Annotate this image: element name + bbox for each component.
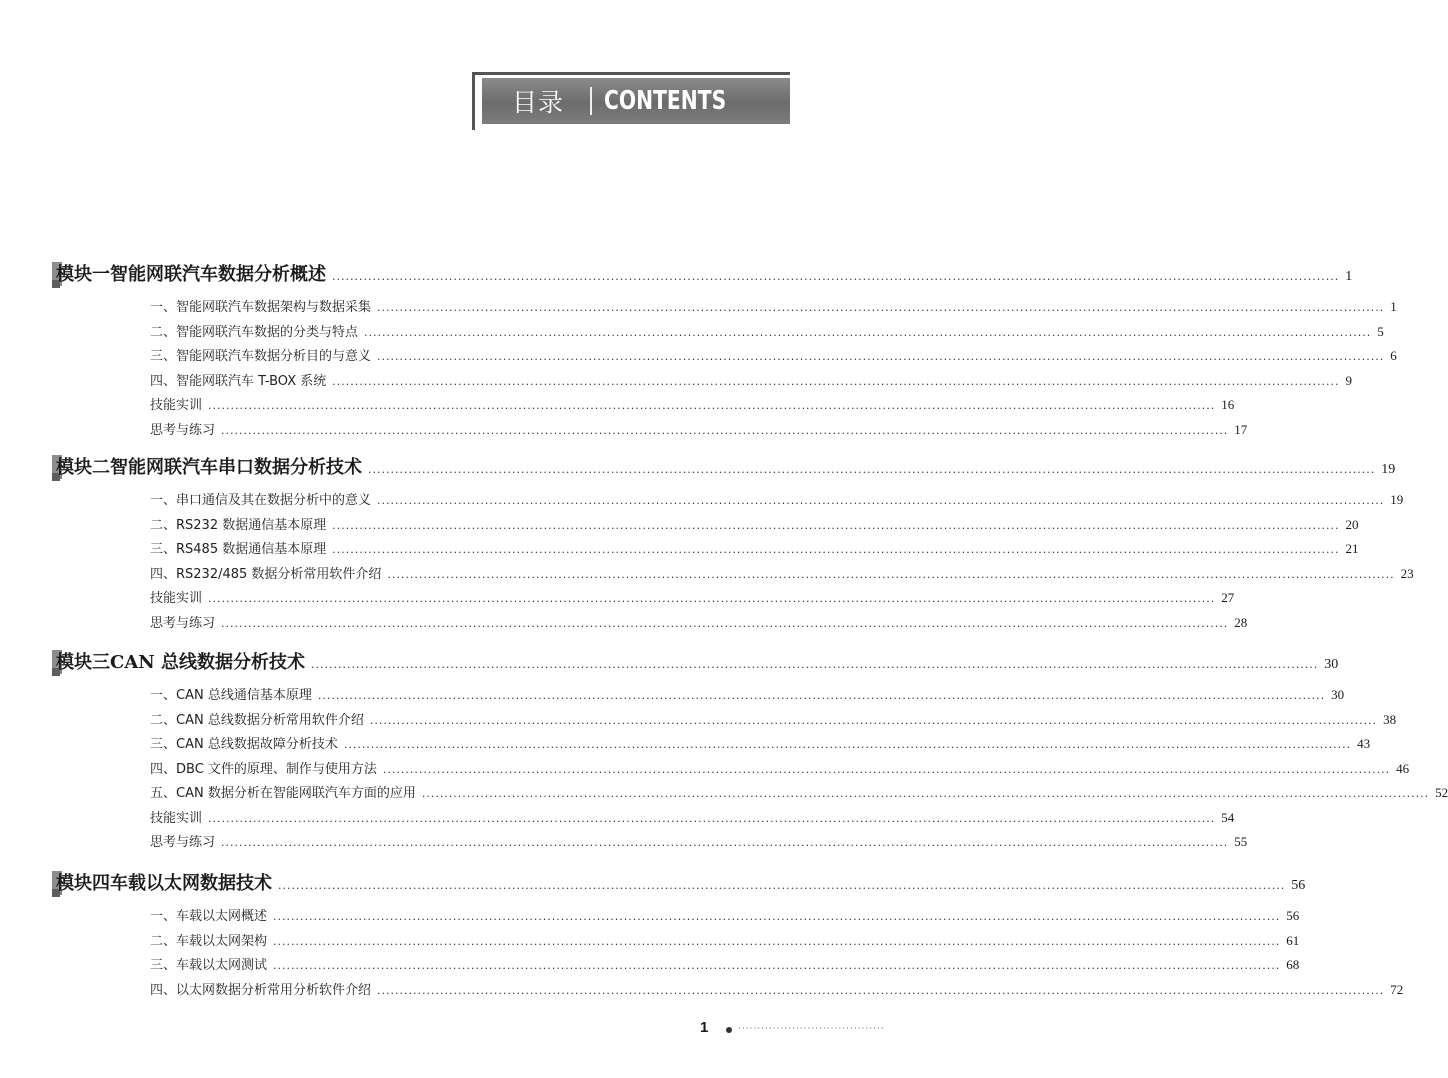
header-banner [482, 78, 790, 124]
entry-title: 四、智能网联汽车 T-BOX 系统 [150, 373, 327, 389]
dot-leader [221, 836, 1228, 849]
module-number: 模块三 [56, 652, 110, 673]
entry-page-number: 43 [1357, 736, 1371, 751]
entry-title: 二、CAN 总线数据分析常用软件介绍 [150, 712, 364, 728]
toc-module-row[interactable] [56, 869, 1306, 895]
entry-title: 四、DBC 文件的原理、制作与使用方法 [150, 761, 377, 777]
module-title: 智能网联汽车串口数据分析技术 [110, 457, 362, 478]
dot-leader [278, 879, 1285, 892]
banner-separator [590, 87, 592, 115]
dot-leader [383, 763, 1390, 776]
dot-leader [387, 568, 1394, 581]
page-dot-icon [726, 1027, 732, 1033]
entry-page-number: 72 [1390, 981, 1404, 997]
dot-leader [318, 689, 1325, 702]
entry-title: 四、以太网数据分析常用分析软件介绍 [150, 982, 372, 998]
entry-page-number: 16 [1221, 397, 1235, 412]
dot-leader [208, 812, 1215, 825]
dot-leader [332, 270, 1339, 283]
toc-entry-row[interactable] [150, 930, 1300, 952]
dot-leader [377, 350, 1384, 363]
entry-title: 一、串口通信及其在数据分析中的意义 [150, 493, 372, 508]
module-number: 模块四 [56, 873, 110, 894]
toc-entry-row[interactable] [150, 587, 1235, 609]
entry-page-number: 27 [1221, 590, 1235, 605]
dot-leader [364, 326, 1371, 339]
dot-leader [273, 910, 1280, 923]
dot-leader [377, 984, 1384, 997]
toc-entry-row[interactable] [150, 807, 1235, 829]
dot-leader [377, 494, 1384, 507]
entry-title: 思考与练习 [150, 422, 216, 438]
dot-leader [344, 738, 1351, 751]
contents-title-en: CONTENTS [604, 86, 727, 116]
module-title: CAN 总线数据分析技术 [110, 652, 306, 673]
entry-page-number: 28 [1234, 614, 1248, 630]
toc-entry-row[interactable] [150, 296, 1397, 318]
toc-entry-row[interactable] [150, 684, 1345, 706]
toc-entry-row[interactable] [150, 782, 1448, 804]
dot-leader [332, 519, 1339, 532]
entry-title: 三、CAN 总线数据故障分析技术 [150, 737, 338, 752]
entry-page-number: 30 [1331, 687, 1345, 702]
toc-entry-row[interactable] [150, 979, 1404, 1001]
entry-title: 二、RS232 数据通信基本原理 [150, 517, 327, 533]
entry-page-number: 46 [1396, 760, 1410, 776]
entry-title: 技能实训 [150, 591, 203, 606]
toc-entry-row[interactable] [150, 514, 1359, 536]
toc-entry-row[interactable] [150, 370, 1352, 392]
dot-leader [422, 787, 1429, 800]
dot-leader [221, 424, 1228, 437]
entry-page-number: 61 [1286, 932, 1300, 948]
entry-page-number: 56 [1286, 908, 1300, 923]
entry-title: 技能实训 [150, 398, 203, 413]
toc-entry-row[interactable] [150, 612, 1248, 634]
dot-leader [377, 301, 1384, 314]
toc-entry-row[interactable] [150, 758, 1410, 780]
dot-leader [208, 592, 1215, 605]
dot-leader [273, 935, 1280, 948]
dot-leader [273, 959, 1280, 972]
toc-entry-row[interactable] [150, 733, 1371, 755]
toc-entry-row[interactable] [150, 538, 1359, 560]
toc-entry-row[interactable] [150, 321, 1384, 343]
entry-title: 思考与练习 [150, 835, 216, 850]
entry-title: 一、智能网联汽车数据架构与数据采集 [150, 300, 372, 315]
module-page-number: 1 [1345, 269, 1353, 284]
toc-entry-row[interactable] [150, 709, 1397, 731]
entry-title: 一、车载以太网概述 [150, 909, 268, 924]
entry-page-number: 17 [1234, 421, 1248, 437]
toc-entry-row[interactable] [150, 419, 1248, 441]
entry-page-number: 19 [1390, 492, 1404, 507]
toc-entry-row[interactable] [150, 831, 1248, 853]
entry-page-number: 6 [1390, 348, 1397, 363]
toc-entry-row[interactable] [150, 563, 1414, 585]
module-page-number: 56 [1291, 878, 1306, 893]
dot-leader [311, 658, 1318, 671]
toc-module-row[interactable] [56, 453, 1396, 479]
entry-title: 三、RS485 数据通信基本原理 [150, 542, 327, 557]
entry-title: 四、RS232/485 数据分析常用软件介绍 [150, 566, 382, 582]
entry-title: 三、车载以太网测试 [150, 958, 268, 973]
dot-leader [332, 543, 1339, 556]
entry-page-number: 1 [1390, 299, 1397, 314]
dot-leader [221, 617, 1228, 630]
entry-title: 三、智能网联汽车数据分析目的与意义 [150, 349, 372, 364]
contents-title-cn: 目录 [512, 88, 565, 117]
entry-title: 二、智能网联汽车数据的分类与特点 [150, 324, 359, 340]
entry-title: 二、车载以太网架构 [150, 933, 268, 949]
entry-page-number: 9 [1345, 372, 1352, 388]
page-dotted-rule: ······································ [738, 1024, 885, 1034]
entry-page-number: 54 [1221, 809, 1235, 825]
entry-page-number: 20 [1345, 516, 1359, 532]
module-page-number: 30 [1324, 657, 1339, 672]
entry-page-number: 38 [1383, 711, 1397, 727]
module-page-number: 19 [1381, 462, 1396, 477]
entry-page-number: 68 [1286, 957, 1300, 972]
entry-title: 技能实训 [150, 810, 203, 826]
dot-leader [370, 714, 1377, 727]
module-number: 模块一 [56, 264, 110, 285]
toc-module-row[interactable] [56, 260, 1353, 286]
entry-title: 一、CAN 总线通信基本原理 [150, 688, 312, 703]
entry-title: 五、CAN 数据分析在智能网联汽车方面的应用 [150, 786, 416, 801]
page-number: 1 [700, 1019, 709, 1036]
module-title: 智能网联汽车数据分析概述 [110, 264, 326, 285]
dot-leader [368, 463, 1375, 476]
toc-entry-row[interactable] [150, 345, 1397, 367]
toc-entry-row[interactable] [150, 954, 1300, 976]
toc-entry-row[interactable] [150, 489, 1404, 511]
toc-entry-row[interactable] [150, 394, 1235, 416]
toc-module-row[interactable] [56, 648, 1339, 674]
entry-page-number: 21 [1345, 541, 1359, 556]
entry-page-number: 23 [1400, 565, 1414, 581]
entry-page-number: 52 [1435, 785, 1448, 800]
toc-entry-row[interactable] [150, 905, 1300, 927]
module-number: 模块二 [56, 457, 110, 478]
dot-leader [332, 375, 1339, 388]
dot-leader [208, 399, 1215, 412]
entry-page-number: 5 [1377, 323, 1384, 339]
entry-page-number: 55 [1234, 834, 1248, 849]
entry-title: 思考与练习 [150, 615, 216, 631]
module-title: 车载以太网数据技术 [110, 873, 272, 894]
